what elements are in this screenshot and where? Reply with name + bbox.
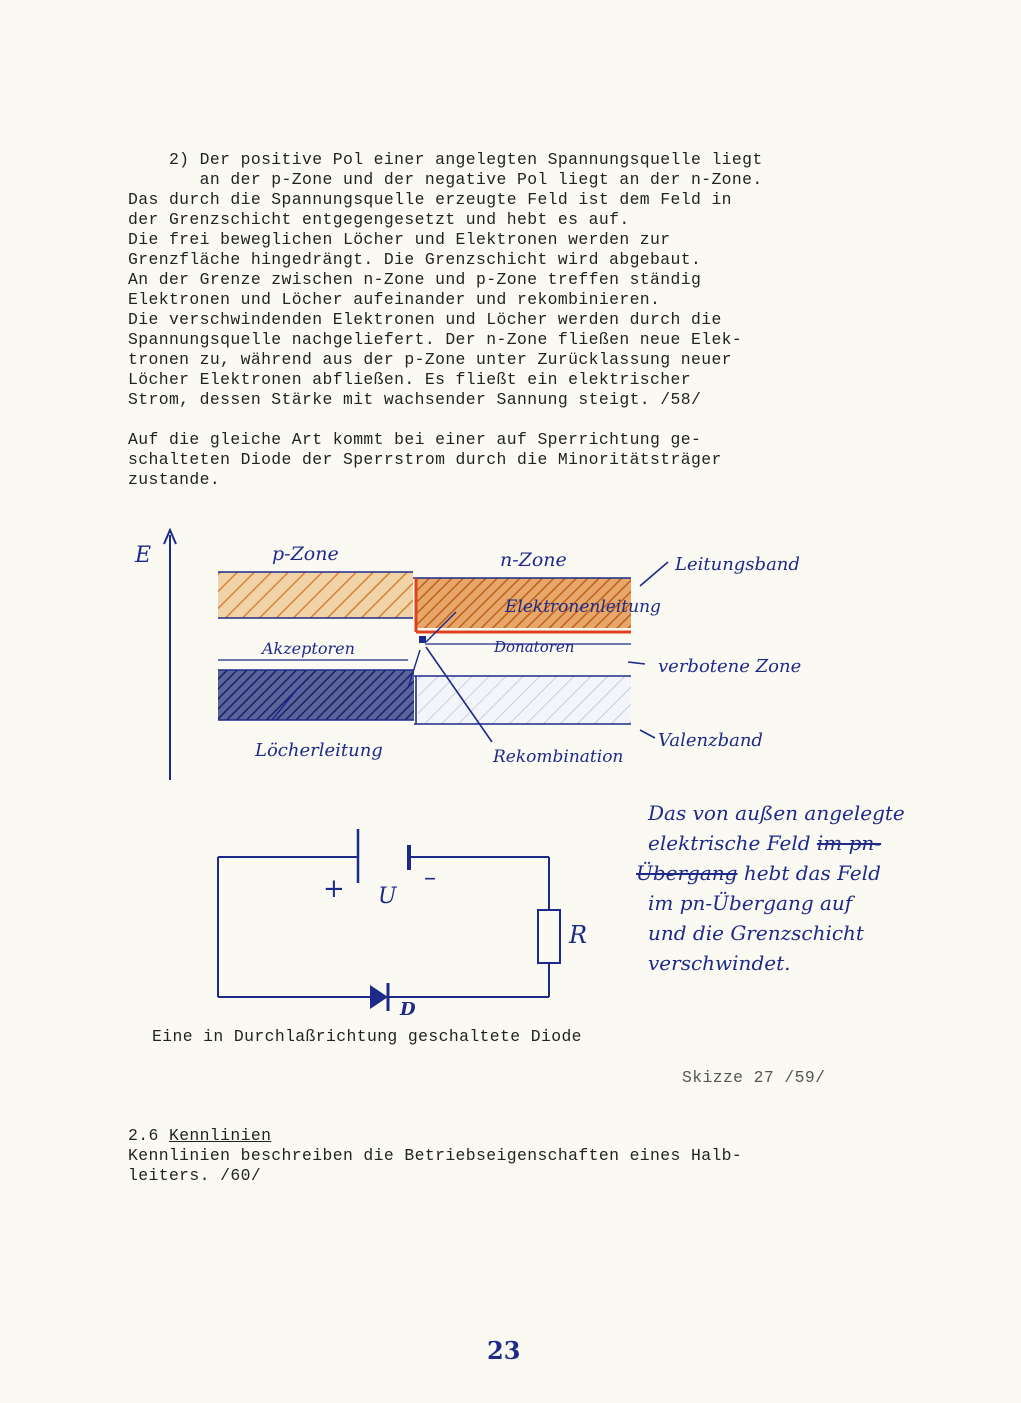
text-line: Die frei beweglichen Löcher und Elektronen werden zur <box>128 230 671 249</box>
text-line: schalteten Diode der Sperrstrom durch die Minoritätsträger <box>128 450 722 469</box>
p-zone-valence-band <box>218 670 414 720</box>
plus-sign: + <box>323 874 345 904</box>
text-line: leiters. /60/ <box>128 1166 262 1185</box>
note-line: im pn-Übergang auf <box>648 891 853 915</box>
note-line <box>648 828 881 858</box>
text-line: Spannungsquelle nachgeliefert. Der n-Zone fließen neue Elek- <box>128 330 743 349</box>
text-line: Strom, dessen Stärke mit wachsender Sannung steigt. /58/ <box>128 390 702 409</box>
circuit-caption: Eine in Durchlaßrichtung geschaltete Diode <box>152 1027 582 1046</box>
section-number: 2.6 <box>128 1126 169 1145</box>
verbotene-zone-label: verbotene Zone <box>658 656 802 677</box>
text-line: Kennlinien beschreiben die Betriebseigenschaften eines Halb- <box>128 1146 743 1165</box>
band-diagram <box>0 520 1021 790</box>
loecherleitung-label: Löcherleitung <box>255 740 383 761</box>
elektronenleitung-label: Elektronenleitung <box>505 597 661 617</box>
voltage-label: U <box>378 884 397 909</box>
text-line: An der Grenze zwischen n-Zone und p-Zone treffen ständig <box>128 270 702 289</box>
text-line: Das durch die Spannungsquelle erzeugte Feld ist dem Feld in <box>128 190 732 209</box>
n-zone-label: n-Zone <box>500 549 567 571</box>
section-heading <box>128 1126 271 1146</box>
note-text: elektrische Feld <box>648 831 817 855</box>
rekombination-label: Rekombination <box>493 747 624 767</box>
minus-sign: – <box>424 863 436 891</box>
section-title: Kennlinien <box>168 1126 272 1145</box>
note-struck-text: Übergang <box>636 861 738 885</box>
circuit-diagram <box>0 815 620 1025</box>
text-line: Löcher Elektronen abfließen. Es fließt ein elektrischer <box>128 370 691 389</box>
resistor-symbol <box>538 910 560 963</box>
text-line: 2) Der positive Pol einer angelegten Spannungsquelle liegt <box>128 150 763 169</box>
text-line: Elektronen und Löcher aufeinander und rekombinieren. <box>128 290 661 309</box>
valenzband-label: Valenzband <box>658 730 763 751</box>
n-zone-valence-band <box>418 676 631 724</box>
p-zone-conduction-band <box>218 572 413 618</box>
resistor-label: R <box>569 921 588 949</box>
diode-symbol <box>370 985 388 1009</box>
page-number: 23 <box>487 1336 521 1365</box>
sketch-reference: Skizze 27 /59/ <box>682 1068 826 1087</box>
note-line <box>636 858 881 888</box>
text-line: der Grenzschicht entgegengesetzt und hebt es auf. <box>128 210 630 229</box>
p-zone-label: p-Zone <box>272 543 339 565</box>
leitungsband-label: Leitungsband <box>675 554 800 575</box>
note-line: verschwindet. <box>648 951 791 975</box>
note-line: Das von außen angelegte <box>648 801 905 825</box>
donatoren-label: Donatoren <box>494 638 575 656</box>
diode-label: D <box>400 999 416 1020</box>
note-struck-text: im pn- <box>816 831 882 855</box>
recombination-point <box>419 636 426 643</box>
text-line: Die verschwindenden Elektronen und Löcher werden durch die <box>128 310 722 329</box>
text-line: tronen zu, während aus der p-Zone unter Zurücklassung neuer <box>128 350 732 369</box>
text-line: Auf die gleiche Art kommt bei einer auf Sperrichtung ge- <box>128 430 702 449</box>
note-text: hebt das Feld <box>737 861 881 885</box>
text-line: an der p-Zone und der negative Pol liegt an der n-Zone. <box>128 170 763 189</box>
text-line: zustande. <box>128 470 221 489</box>
energy-axis-label: E <box>135 543 152 568</box>
note-line: und die Grenzschicht <box>648 921 864 945</box>
akzeptoren-label: Akzeptoren <box>262 639 355 658</box>
text-line: Grenzfläche hingedrängt. Die Grenzschicht wird abgebaut. <box>128 250 702 269</box>
